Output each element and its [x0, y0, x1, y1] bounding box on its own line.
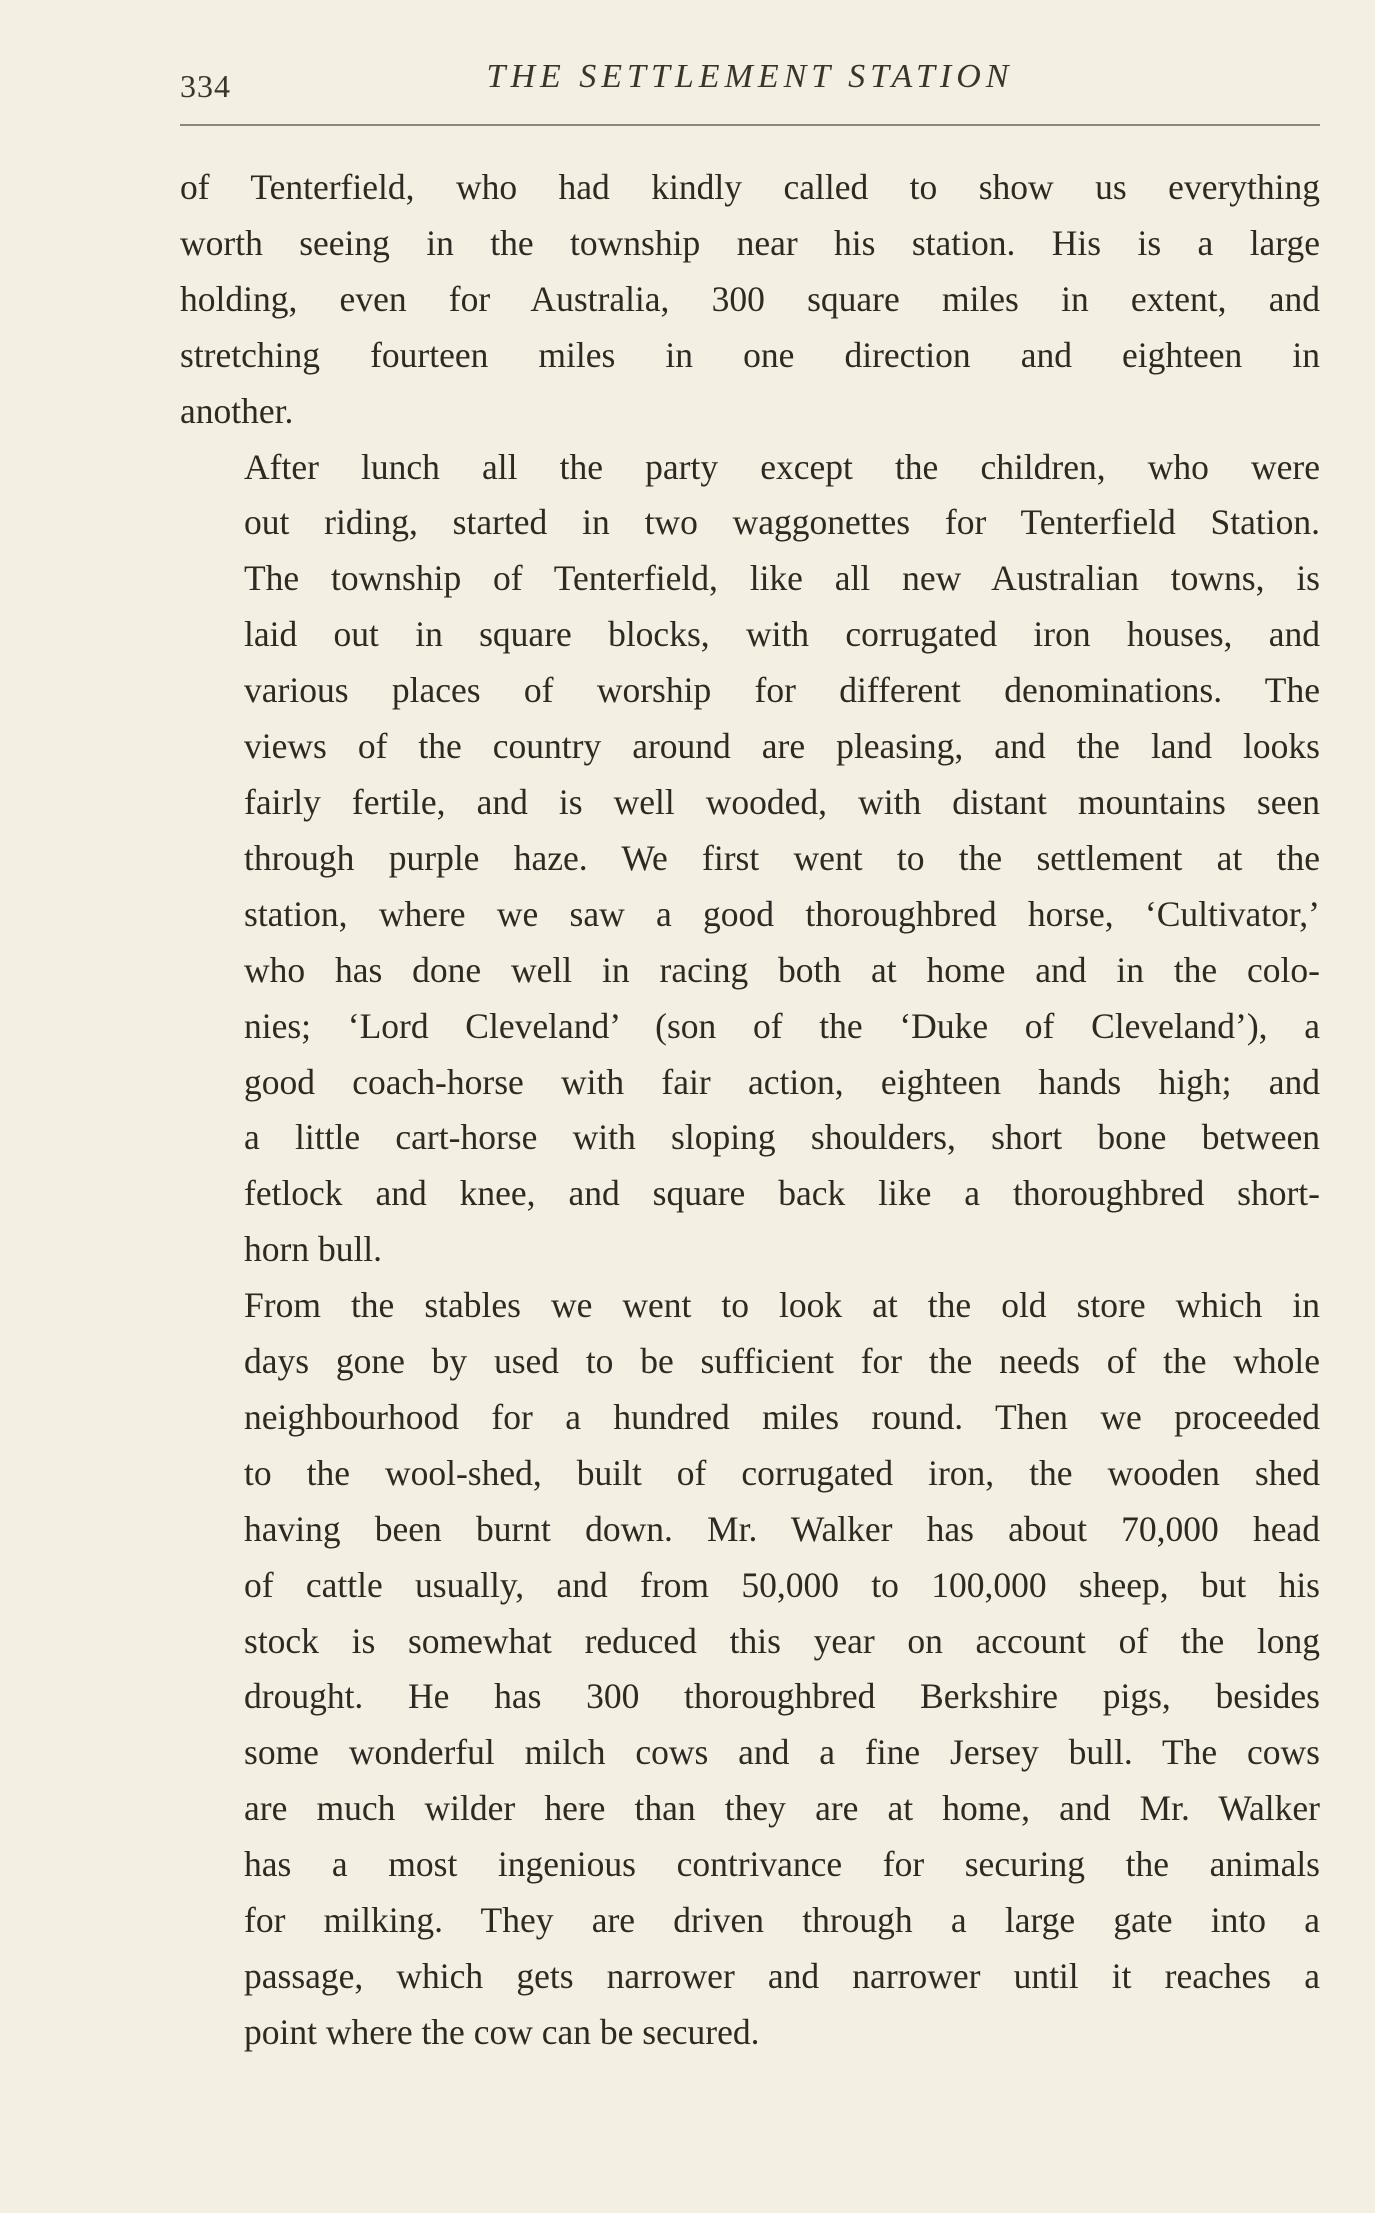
text-line: drought. He has 300 thoroughbred Berkshire pigs, besides: [244, 1676, 1320, 1717]
paragraph: [180, 440, 1320, 1279]
text-line: stretching fourteen miles in one direction and eighteen in: [180, 334, 1320, 375]
body-text: [180, 160, 1320, 2061]
text-line: views of the country around are pleasing, and the land looks: [244, 726, 1320, 767]
text-line: are much wilder here than they are at home, and Mr. Walker: [244, 1788, 1320, 1829]
text-line: point where the cow can be secured.: [244, 2011, 760, 2052]
text-line: another.: [180, 390, 294, 431]
text-line: passage, which gets narrower and narrower until it reaches a: [244, 1956, 1320, 1996]
text-line: station, where we saw a good thoroughbred horse, ‘Cultivator,’: [244, 893, 1320, 934]
text-line: worth seeing in the township near his station. His is a large: [180, 222, 1320, 263]
text-line: fetlock and knee, and square back like a thoroughbred short-: [244, 1173, 1320, 1214]
text-line: nies; ‘Lord Cleveland’ (son of the ‘Duke of Cleveland’), a: [244, 1005, 1320, 1046]
paragraph: [180, 1278, 1320, 2061]
text-line: neighbourhood for a hundred miles round. Then we proceeded: [244, 1396, 1320, 1437]
text-line: stock is somewhat reduced this year on account of the long: [244, 1620, 1320, 1661]
text-line: fairly fertile, and is well wooded, with distant mountains seen: [244, 781, 1320, 822]
text-line: has a most ingenious contrivance for securing the animals: [244, 1844, 1320, 1885]
header-rule: [180, 124, 1320, 126]
text-line: through purple haze. We first went to the settlement at the: [244, 837, 1320, 878]
text-line: of cattle usually, and from 50,000 to 100,000 sheep, but his: [244, 1564, 1320, 1605]
text-line: out riding, started in two waggonettes for Tenterfield Station.: [244, 502, 1320, 543]
text-line: some wonderful milch cows and a fine Jersey bull. The cows: [244, 1732, 1320, 1773]
paragraph: [180, 160, 1320, 440]
text-line: to the wool-shed, built of corrugated iron, the wooden shed: [244, 1452, 1320, 1493]
text-line: holding, even for Australia, 300 square miles in extent, and: [180, 278, 1320, 319]
text-line: for milking. They are driven through a large gate into a: [244, 1900, 1320, 1941]
text-line: who has done well in racing both at home and in the colo-: [244, 949, 1320, 990]
text-line: laid out in square blocks, with corrugated iron houses, and: [244, 614, 1320, 655]
text-line: horn bull.: [244, 1229, 383, 1270]
text-line: good coach-horse with fair action, eighteen hands high; and: [244, 1061, 1320, 1102]
page-header: [180, 52, 1320, 112]
text-line: From the stables we went to look at the old store which in: [244, 1285, 1320, 1326]
page-number: 334: [180, 68, 231, 104]
text-line: The township of Tenterfield, like all new Australian towns, is: [244, 558, 1320, 599]
text-line: days gone by used to be sufficient for the needs of the whole: [244, 1341, 1320, 1382]
text-line: of Tenterfield, who had kindly called to show us everything: [180, 167, 1320, 207]
text-line: a little cart-horse with sloping shoulders, short bone between: [244, 1117, 1320, 1158]
text-line: various places of worship for different denominations. The: [244, 670, 1320, 711]
running-head: THE SETTLEMENT STATION: [486, 58, 1014, 95]
text-line: having been burnt down. Mr. Walker has about 70,000 head: [244, 1508, 1320, 1549]
text-line: After lunch all the party except the children, who were: [244, 446, 1320, 487]
